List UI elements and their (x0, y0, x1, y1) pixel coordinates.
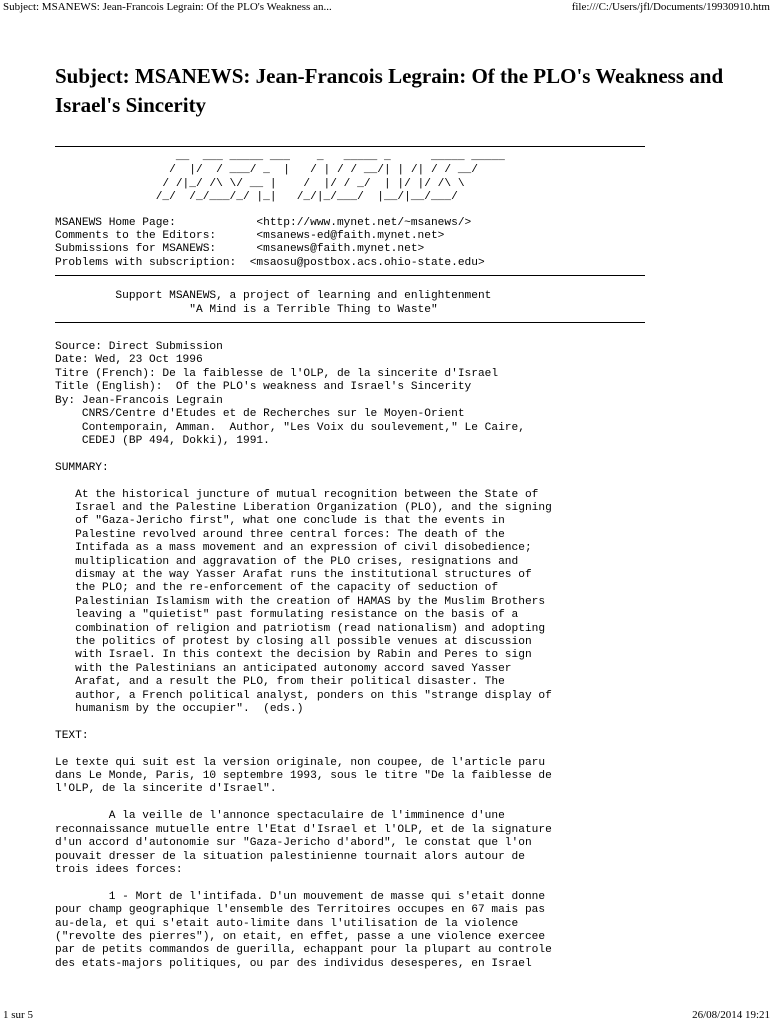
print-header-url: file:///C:/Users/jfl/Documents/19930910.htm (571, 1, 770, 13)
divider-top (55, 146, 645, 147)
msanews-ascii-logo: __ ___ _____ ___ _ _____ _ _____ _____ / |/ / ___/ _ | / | / / __/| | /| / / __/ / /|_/ /\ \/ __ | / |/ / _/ | |/ |/ /\ \ /_/ /_/___/_/ |_| /_/|_/___/ |__/|__/___/ (155, 151, 505, 204)
page-title-line-2: Israel's Sincerity (55, 93, 207, 117)
print-footer-timestamp: 26/08/2014 19:21 (692, 1009, 770, 1021)
contact-links-block: MSANEWS Home Page: <http://www.mynet.net/~msanews/> Comments to the Editors: <msanews-ed@faith.mynet.net> Submissions for MSANEWS: <msanews@faith.mynet.net> Problems with subscription: <msaosu@postbox.acs.ohio-state.edu> (55, 216, 485, 269)
divider-bottom (55, 322, 645, 323)
article-body: Source: Direct Submission Date: Wed, 23 Oct 1996 Titre (French): De la faiblesse de l'OLP, de la sincerite d'Israel Title (English): Of the PLO's weakness and Israel's Sincerity By: Jean-Francois Legrain CNRS/Centre d'Etudes et de Recherches sur le Moyen-Orient Contemporain, Amman. Author, "Les Voix du soulevement," Le Caire, CEDEJ (BP 494, Dokki), 1991. SUMMARY: At the historical juncture of mutual recognition between the State of Israel and the Palestine Liberation Organization (PLO), and the signing of "Gaza-Jericho first", what one conclude is that the events in Palestine revolved around three central forces: The death of the Intifada as a mass movement and an expression of civil disobedience; multiplication and aggravation of the PLO crises, resignations and dismay at the way Yasser Arafat runs the institutional structures of the PLO; and the re-enforcement of the capacity of seduction of Palestinian Islamism with the creation of HAMAS by the Muslim Brothers leaving a "quietist" past formulating resistance on the basis of a combination of religion and patriotism (read nationalism) and adopting the politics of protest by closing all possible venues at discussion with Israel. In this context the decision by Rabin and Peres to sign with the Palestinians an anticipated autonomy accord saved Yasser Arafat, and a result the PLO, from their political disaster. The author, a French political analyst, ponders on this "strange display of humanism by the occupier". (eds.) TEXT: Le texte qui suit est la version originale, non coupee, de l'article paru dans Le Monde, Paris, 10 septembre 1993, sous le titre "De la faiblesse de l'OLP, de la sincerite d'Israel". A la veille de l'annonce spectaculaire de l'imminence d'une reconnaissance mutuelle entre l'Etat d'Israel et l'OLP, et de la signature d'un accord d'autonomie sur "Gaza-Jericho d'abord", le constat que l'on pouvait dresser de la situation palestinienne tournait alors autour de trois idees forces: 1 - Mort de l'intifada. D'un mouvement de masse qui s'etait donne pour champ geographique l'ensemble des Territoires occupes en 67 mais pas au-dela, et qui s'etait auto-limite dans l'utilisation de la violence ("revolte des pierres"), on etait, en effet, passe a une violence exercee par de petits commandos de guerilla, echappant pour la plupart au controle des etats-majors politiques, ou par des individus desesperes, en Israel (55, 341, 552, 970)
page-title-line-1: Subject: MSANEWS: Jean-Francois Legrain: Of the PLO's Weakness and (55, 64, 724, 88)
page-title (55, 62, 770, 120)
print-footer-page-number: 1 sur 5 (3, 1009, 33, 1021)
support-banner: Support MSANEWS, a project of learning and enlightenment "A Mind is a Terrible Thing to Waste" (115, 290, 492, 316)
print-header-title: Subject: MSANEWS: Jean-Francois Legrain: Of the PLO's Weakness an... (3, 1, 332, 13)
divider-middle (55, 275, 645, 276)
document-content (55, 62, 770, 971)
